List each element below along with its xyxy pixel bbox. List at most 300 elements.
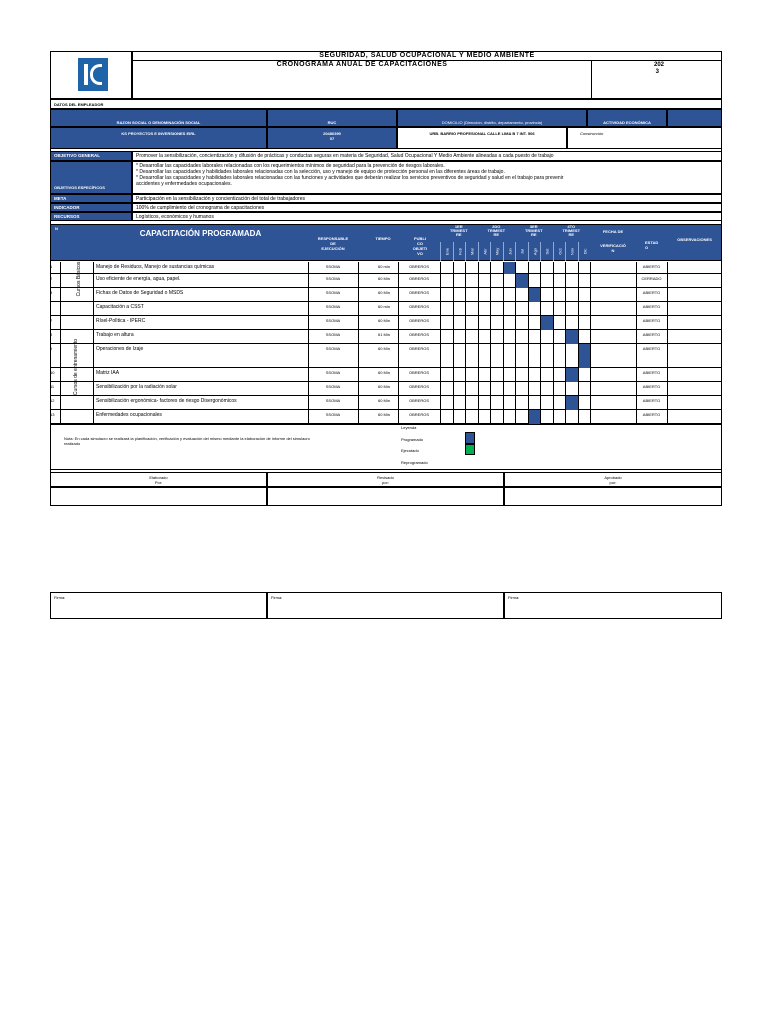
schedule-cell[interactable] xyxy=(565,344,578,368)
schedule-cell[interactable] xyxy=(440,330,453,344)
row-status: CERRADO xyxy=(641,276,662,281)
row-time: 60 Min xyxy=(377,318,390,323)
schedule-cell[interactable] xyxy=(503,288,516,302)
row-time: 60 Min xyxy=(377,346,390,351)
schedule-cell[interactable] xyxy=(465,368,478,382)
schedule-mark-programmed[interactable] xyxy=(528,288,541,302)
schedule-cell[interactable] xyxy=(490,344,503,368)
schedule-cell[interactable] xyxy=(453,316,466,330)
made-by-1: Elaborado xyxy=(149,475,168,480)
schedule-cell[interactable] xyxy=(578,330,591,344)
schedule-cell[interactable] xyxy=(465,288,478,302)
row-status: ABIERTO xyxy=(642,398,661,403)
row-course: Manejo de Residuos, Manejo de sustancias químicas xyxy=(96,264,215,270)
schedule-cell[interactable] xyxy=(565,410,578,424)
note-area xyxy=(50,424,722,470)
quarter-header-line: RE xyxy=(530,232,537,237)
schedule-cell[interactable] xyxy=(540,330,553,344)
header-verify-3: N xyxy=(611,248,615,253)
schedule-cell[interactable] xyxy=(578,396,591,410)
company-ruc xyxy=(267,127,397,149)
schedule-cell[interactable] xyxy=(453,274,466,288)
schedule-cell[interactable] xyxy=(465,316,478,330)
reviewed-by xyxy=(267,472,504,487)
header-responsible-1: RESPONSABLE xyxy=(317,236,349,241)
schedule-cell[interactable] xyxy=(453,262,466,274)
row-status: ABIERTO xyxy=(642,346,661,351)
row-time: 60 min xyxy=(377,304,390,309)
month-cell-jun xyxy=(503,242,516,261)
schedule-cell[interactable] xyxy=(553,262,566,274)
schedule-cell[interactable] xyxy=(540,410,553,424)
row-responsible: SSOMA xyxy=(325,412,341,417)
logo-cell xyxy=(50,51,132,99)
schedule-cell[interactable] xyxy=(490,368,503,382)
row-responsible: SSOMA xyxy=(325,332,341,337)
legend-programmed-label: Programado xyxy=(401,437,424,442)
column-divider xyxy=(590,262,591,424)
quarter-header-line: 4TO xyxy=(567,224,576,229)
specific-objective-3: * Desarrollar las capacidades y habilidades laborales relacionadas con las funciones y actividades que deberán realizar los servicios preventivos de seguridad y salud en el trabajo para prevenir xyxy=(136,175,564,181)
row-number: 1 xyxy=(50,264,53,269)
row-responsible: SSOMA xyxy=(325,384,341,389)
schedule-cell[interactable] xyxy=(540,288,553,302)
header-verify xyxy=(590,229,636,253)
schedule-cell[interactable] xyxy=(465,382,478,396)
month-cell-oct xyxy=(553,242,566,261)
schedule-cell[interactable] xyxy=(528,368,541,382)
legend-title: Leyenda xyxy=(401,425,417,430)
schedule-cell[interactable] xyxy=(540,344,553,368)
header-public-4: VO xyxy=(417,251,423,256)
month-cell-set xyxy=(540,242,553,261)
row-course: Operaciones de Izaje xyxy=(96,346,144,352)
schedule-cell[interactable] xyxy=(528,344,541,368)
quarter-header-4 xyxy=(553,225,591,237)
company-name: KS PROYECTOS E INVERSIONES EIRL xyxy=(50,127,267,149)
row-public: OBREROS xyxy=(408,332,429,337)
schedule-cell[interactable] xyxy=(540,262,553,274)
schedule-mark-programmed[interactable] xyxy=(565,368,578,382)
month-cell-ago xyxy=(528,242,541,261)
row-time: 61 Min xyxy=(377,332,390,337)
legend-executed-label: Ejecutado xyxy=(401,448,419,453)
schedule-cell[interactable] xyxy=(503,330,516,344)
schedule-cell[interactable] xyxy=(515,368,528,382)
month-label: Jun xyxy=(507,248,512,255)
schedule-cell[interactable] xyxy=(515,382,528,396)
schedule-cell[interactable] xyxy=(553,330,566,344)
row-status: ABIERTO xyxy=(642,412,661,417)
schedule-cell[interactable] xyxy=(553,316,566,330)
schedule-cell[interactable] xyxy=(528,396,541,410)
indicator-label: INDICADOR xyxy=(50,203,132,212)
row-public: OBREROS xyxy=(408,398,429,403)
schedule-cell[interactable] xyxy=(453,396,466,410)
goal: Participación en la sensibilización y concientización del total de trabajadores xyxy=(132,194,722,203)
schedule-cell[interactable] xyxy=(503,410,516,424)
header-program: CAPACITACIÓN PROGRAMADA xyxy=(139,229,262,238)
schedule-cell[interactable] xyxy=(528,274,541,288)
schedule-cell[interactable] xyxy=(515,396,528,410)
quarter-header-line: TRIMEST xyxy=(562,228,581,233)
row-public: OBREROS xyxy=(408,370,429,375)
quarter-header-line: TRIMEST xyxy=(449,228,468,233)
schedule-cell[interactable] xyxy=(465,330,478,344)
schedule-cell[interactable] xyxy=(578,382,591,396)
note-text: Nota: En cada simulacro se realizará la planificación, verificación y evaluación del mismo mediante la elaboración de informe del simulacro realizado xyxy=(64,436,310,446)
schedule-cell[interactable] xyxy=(528,302,541,316)
column-divider xyxy=(358,262,359,424)
column-divider xyxy=(636,262,637,424)
header-status-2: O xyxy=(645,245,649,250)
schedule-mark-programmed[interactable] xyxy=(540,316,553,330)
row-course: Matriz IAA xyxy=(96,370,120,376)
row-time: 60 Min xyxy=(377,370,390,375)
specific-objectives-label: OBJETIVOS ESPECÍFICOS xyxy=(54,185,105,190)
row-course: Fichas de Datos de Seguridad o MSDS xyxy=(96,290,184,296)
month-label: Oct xyxy=(557,248,562,255)
row-public: OBREROS xyxy=(408,304,429,309)
schedule-cell[interactable] xyxy=(528,262,541,274)
row-public: OBREROS xyxy=(408,412,429,417)
schedule-cell[interactable] xyxy=(540,368,553,382)
schedule-cell[interactable] xyxy=(503,368,516,382)
schedule-cell[interactable] xyxy=(540,302,553,316)
month-cell-ene xyxy=(440,242,453,261)
col-empty xyxy=(667,109,722,127)
schedule-cell[interactable] xyxy=(565,302,578,316)
header-time: TIEMPO xyxy=(375,236,391,241)
column-divider xyxy=(667,262,668,424)
schedule-cell[interactable] xyxy=(515,302,528,316)
specific-objective-2: * Desarrollar las capacidades y habilidades laborales relacionadas con la selección, uso y manejo de equipo de protección personal en las diferentes áreas de trabajo. xyxy=(136,169,505,175)
row-time: 60 Min xyxy=(377,398,390,403)
ruc-line-1: 20480390 xyxy=(323,131,341,136)
row-time: 60 Min xyxy=(377,384,390,389)
row-number: 13 xyxy=(50,412,55,417)
header-verify-1: FECHA DE xyxy=(602,229,624,234)
schedule-cell[interactable] xyxy=(453,288,466,302)
schedule-cell[interactable] xyxy=(578,368,591,382)
row-number: 2 xyxy=(50,276,53,281)
header-responsible xyxy=(308,236,358,251)
specific-objective-4: accidentes y enfermedades ocupacionales. xyxy=(136,181,232,187)
quarter-header-line: 1ER xyxy=(454,224,463,229)
header-public-1: PUBLI xyxy=(414,236,426,241)
row-time: 60 min xyxy=(377,264,390,269)
row-responsible: SSOMA xyxy=(325,346,341,351)
row-status: ABIERTO xyxy=(642,332,661,337)
row-time: 60 Min xyxy=(377,290,390,295)
month-cell-feb xyxy=(453,242,466,261)
row-number xyxy=(50,302,60,316)
schedule-cell[interactable] xyxy=(503,274,516,288)
schedule-cell[interactable] xyxy=(440,274,453,288)
header-responsible-2: DE xyxy=(330,241,336,246)
row-number: 9 xyxy=(50,346,53,351)
schedule-cell[interactable] xyxy=(553,410,566,424)
row-time: 60 Min xyxy=(377,412,390,417)
month-label: Ago xyxy=(532,247,537,256)
firma-approved[interactable]: Firma: xyxy=(504,592,722,619)
month-cell-abr xyxy=(478,242,491,261)
row-number: 7 xyxy=(50,318,53,323)
goal-label: META xyxy=(50,194,132,203)
schedule-cell[interactable] xyxy=(440,410,453,424)
quarter-header-line: 2DO xyxy=(492,224,501,229)
schedule-cell[interactable] xyxy=(440,396,453,410)
general-objective-label: OBJETIVO GENERAL xyxy=(50,151,132,161)
specific-objectives xyxy=(132,161,722,194)
company-logo xyxy=(78,58,108,91)
col-ruc: RUC xyxy=(267,109,397,127)
row-status: ABIERTO xyxy=(642,370,661,375)
resources-label: RECURSOS xyxy=(50,212,132,221)
header-public-3: OBJETI xyxy=(412,246,428,251)
month-cell-jul xyxy=(515,242,528,261)
year-bottom: 3 xyxy=(655,69,659,75)
schedule-cell[interactable] xyxy=(478,316,491,330)
row-course: Rísel-Polìtica - IPERC xyxy=(96,318,146,324)
quarter-header-line: TRIMEST xyxy=(487,228,506,233)
month-cell-nov xyxy=(565,242,578,261)
schedule-cell[interactable] xyxy=(553,396,566,410)
row-status: ABIERTO xyxy=(642,264,661,269)
row-public: OBREROS xyxy=(408,290,429,295)
schedule-cell[interactable] xyxy=(465,262,478,274)
row-course: Enfermedades ocupacionales xyxy=(96,412,162,418)
schedule-cell[interactable] xyxy=(578,316,591,330)
schedule-cell[interactable] xyxy=(440,302,453,316)
approved-by xyxy=(504,472,722,487)
schedule-cell[interactable] xyxy=(553,288,566,302)
schedule-cell[interactable] xyxy=(553,344,566,368)
schedule-cell[interactable] xyxy=(490,396,503,410)
quarter-header-line: RE xyxy=(493,232,500,237)
schedule-cell[interactable] xyxy=(578,274,591,288)
schedule-cell[interactable] xyxy=(440,262,453,274)
schedule-cell[interactable] xyxy=(490,274,503,288)
schedule-cell[interactable] xyxy=(478,302,491,316)
schedule-cell[interactable] xyxy=(453,382,466,396)
schedule-cell[interactable] xyxy=(503,396,516,410)
group-training-label: Cursos de entrenamiento xyxy=(73,338,79,396)
schedule-cell[interactable] xyxy=(578,302,591,316)
schedule-cell[interactable] xyxy=(465,274,478,288)
schedule-cell[interactable] xyxy=(578,262,591,274)
schedule-cell[interactable] xyxy=(490,262,503,274)
schedule-mark-programmed[interactable] xyxy=(578,344,591,368)
schedule-cell[interactable] xyxy=(440,382,453,396)
schedule-cell[interactable] xyxy=(440,368,453,382)
schedule-cell[interactable] xyxy=(515,316,528,330)
header-status xyxy=(645,240,665,250)
schedule-cell[interactable] xyxy=(578,410,591,424)
schedule-cell[interactable] xyxy=(440,316,453,330)
schedule-mark-programmed[interactable] xyxy=(565,396,578,410)
schedule-cell[interactable] xyxy=(553,302,566,316)
schedule-cell[interactable] xyxy=(478,410,491,424)
schedule-cell[interactable] xyxy=(478,368,491,382)
schedule-cell[interactable] xyxy=(515,262,528,274)
month-cell-mar xyxy=(465,242,478,261)
schedule-cell[interactable] xyxy=(503,382,516,396)
row-public: OBREROS xyxy=(408,318,429,323)
row-responsible: SSOMA xyxy=(325,304,341,309)
schedule-cell[interactable] xyxy=(540,274,553,288)
header-responsible-3: EJECUCIÓN xyxy=(321,246,345,251)
row-status: ABIERTO xyxy=(642,290,661,295)
row-public: OBREROS xyxy=(408,384,429,389)
row-number: 8 xyxy=(50,332,53,337)
schedule-cell[interactable] xyxy=(465,302,478,316)
doc-title: SEGURIDAD, SALUD OCUPACIONAL Y MEDIO AMBIENTE xyxy=(132,51,722,61)
doc-subtitle: CRONOGRAMA ANUAL DE CAPACITACIONES xyxy=(132,60,592,99)
schedule-mark-programmed[interactable] xyxy=(515,274,528,288)
row-course: Capacitación a CSST xyxy=(96,304,144,310)
schedule-cell[interactable] xyxy=(565,382,578,396)
schedule-cell[interactable] xyxy=(478,344,491,368)
row-public: OBREROS xyxy=(408,276,429,281)
row-number: 11 xyxy=(50,384,55,389)
header-n: N xyxy=(55,226,58,231)
schedule-cell[interactable] xyxy=(478,382,491,396)
schedule-cell[interactable] xyxy=(453,330,466,344)
approved-by-2: por: xyxy=(609,480,617,485)
schedule-cell[interactable] xyxy=(440,344,453,368)
row-time: 60 Min xyxy=(377,276,390,281)
employer-section-label: DATOS DEL EMPLEADOR xyxy=(50,99,722,109)
schedule-cell[interactable] xyxy=(453,368,466,382)
row-number: 12 xyxy=(50,398,55,403)
row-course: Trabajo en altura xyxy=(96,332,134,338)
made-by xyxy=(50,472,267,487)
quarter-header-1 xyxy=(440,225,478,237)
header-public-2: CO xyxy=(417,241,423,246)
company-address: URB. BARRIO PROFESIONAL CALLE LIMA B 7 INT. 506 xyxy=(397,127,567,149)
firma-made[interactable]: Firma: xyxy=(50,592,267,619)
quarter-header-line: TRIMEST xyxy=(524,228,543,233)
schedule-cell[interactable] xyxy=(565,274,578,288)
row-public: OBREROS xyxy=(408,264,429,269)
schedule-cell[interactable] xyxy=(578,288,591,302)
schedule-cell[interactable] xyxy=(515,288,528,302)
schedule-cell[interactable] xyxy=(453,302,466,316)
general-objective: Promover la sensibilización, concientización y difusión de prácticas y conductas seguras en materia de Seguridad, Salud Ocupacional Y Medio Ambiente alineadas a cada puesto de trabajo xyxy=(132,151,722,161)
quarter-header-3 xyxy=(515,225,553,237)
schedule-cell[interactable] xyxy=(553,382,566,396)
schedule-cell[interactable] xyxy=(490,316,503,330)
month-cell-may xyxy=(490,242,503,261)
firma-reviewed[interactable]: Firma: xyxy=(267,592,504,619)
approved-by-1: Aprobado xyxy=(604,475,622,480)
row-responsible: SSOMA xyxy=(325,264,341,269)
schedule-cell[interactable] xyxy=(465,344,478,368)
row-number: 10 xyxy=(50,370,55,375)
schedule-cell[interactable] xyxy=(490,410,503,424)
schedule-cell[interactable] xyxy=(478,274,491,288)
schedule-mark-programmed[interactable] xyxy=(565,330,578,344)
row-responsible: SSOMA xyxy=(325,370,341,375)
reviewed-by-1: Revisado xyxy=(377,475,394,480)
col-activity: ACTIVIDAD ECONÓMICA xyxy=(587,109,667,127)
schedule-cell[interactable] xyxy=(515,330,528,344)
header-status-1: ESTAD xyxy=(645,240,659,245)
reviewed-sign-area[interactable] xyxy=(267,487,504,506)
row-responsible: SSOMA xyxy=(325,290,341,295)
schedule-cell[interactable] xyxy=(478,396,491,410)
schedule-cell[interactable] xyxy=(540,396,553,410)
month-cell-dic xyxy=(578,242,591,261)
schedule-cell[interactable] xyxy=(465,396,478,410)
row-public: OBREROS xyxy=(408,346,429,351)
month-label: Nov xyxy=(569,247,575,256)
resources: Logísticos, económicos y humanos xyxy=(132,212,722,221)
quarter-header-line: RE xyxy=(455,232,462,237)
column-divider xyxy=(93,262,94,424)
schedule-cell[interactable] xyxy=(453,410,466,424)
year-cell xyxy=(591,60,722,99)
approved-sign-area[interactable] xyxy=(504,487,722,506)
schedule-cell[interactable] xyxy=(553,274,566,288)
col-address: DOMICILIO (Dirección, distrito, departamento, provincia) xyxy=(397,109,587,127)
schedule-cell[interactable] xyxy=(465,410,478,424)
specific-objective-1: * Desarrollar las capacidades laborales relacionadas con los requerimientos mínimos de seguridad para la prevención de riesgos laborales. xyxy=(136,163,445,169)
row-responsible: SSOMA xyxy=(325,318,341,323)
header-public xyxy=(400,236,440,256)
row-status: ABIERTO xyxy=(642,384,661,389)
schedule-cell[interactable] xyxy=(453,344,466,368)
schedule-cell[interactable] xyxy=(478,330,491,344)
col-name: RAZON SOCIAL O DENOMINACIÓN SOCIAL xyxy=(50,109,267,127)
row-number: 3 xyxy=(50,290,53,295)
schedule-cell[interactable] xyxy=(528,330,541,344)
schedule-cell[interactable] xyxy=(478,288,491,302)
schedule-cell[interactable] xyxy=(440,288,453,302)
schedule-cell[interactable] xyxy=(490,288,503,302)
schedule-cell[interactable] xyxy=(478,262,491,274)
schedule-cell[interactable] xyxy=(553,368,566,382)
schedule-cell[interactable] xyxy=(565,288,578,302)
schedule-cell[interactable] xyxy=(503,302,516,316)
schedule-cell[interactable] xyxy=(540,382,553,396)
schedule-cell[interactable] xyxy=(565,316,578,330)
month-label: Ene xyxy=(444,247,450,256)
schedule-mark-programmed[interactable] xyxy=(503,262,516,274)
reviewed-by-2: por: xyxy=(382,480,389,485)
schedule-cell[interactable] xyxy=(515,344,528,368)
schedule-cell[interactable] xyxy=(503,344,516,368)
schedule-cell[interactable] xyxy=(565,262,578,274)
month-label: Jul xyxy=(519,248,525,255)
schedule-cell[interactable] xyxy=(528,316,541,330)
schedule-cell[interactable] xyxy=(528,382,541,396)
ruc-line-2: 07 xyxy=(329,136,335,141)
schedule-cell[interactable] xyxy=(490,330,503,344)
schedule-mark-programmed[interactable] xyxy=(528,410,541,424)
schedule-cell[interactable] xyxy=(490,302,503,316)
made-sign-area[interactable] xyxy=(50,487,267,506)
quarter-header-2 xyxy=(478,225,516,237)
header-obs: OBSERVACIONES xyxy=(677,237,712,242)
legend-executed-swatch xyxy=(465,444,475,455)
schedule-cell[interactable] xyxy=(490,382,503,396)
row-responsible: SSOMA xyxy=(325,398,341,403)
month-label: May xyxy=(494,247,500,256)
schedule-cell[interactable] xyxy=(515,410,528,424)
schedule-cell[interactable] xyxy=(503,316,516,330)
